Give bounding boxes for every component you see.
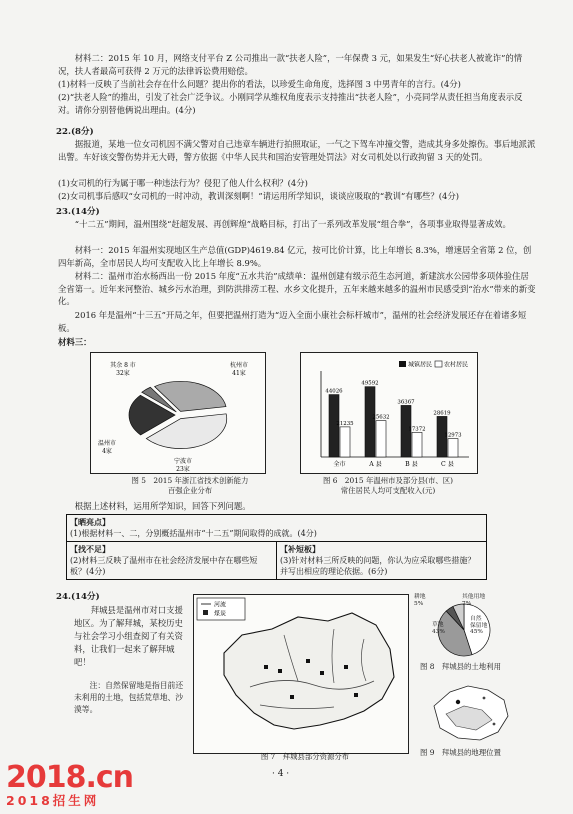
fig6-legend-rural: 农村居民 [444,361,469,369]
q22-paragraph: 据报道，某地一位女司机因不满父警对自己违章车辆进行拍照取证，一气之下驾车冲撞交警，造成其身多处擦伤。事后地派派出警。车好该交警伤势并无大碍，警方依据《中华人民共和国治安管理处罚法》对女司机处以行政拘留 3 天的处罚。 [58,139,536,162]
legend-coal-label: 煤炭 [214,610,227,618]
table-row-highlight [67,515,486,541]
fig6-value-label: 49592 [361,380,379,387]
fig6-value-label: 28619 [433,410,451,417]
fig6-bar [448,439,458,457]
fig6-value-label: 25632 [372,414,390,421]
table-c2: (2)材料三反映了温州市在社会经济发展中存在哪些短板？(4分) [70,556,258,576]
fig8-caption: 图 8 拜城县的土地利用 [420,662,501,671]
q23-number: 23.(14分) [56,207,100,217]
fig6-legend-swatch-urban [399,361,406,367]
fig6-legend-swatch-rural [435,361,442,367]
fig8-label-natural: 自然 保留地 45% [470,616,488,635]
q22-number: 22.(8分) [56,127,94,137]
fig6-value-label: 21235 [336,420,354,427]
fig6-category-label: B 县 [405,461,418,468]
coal-legend-icon [203,610,208,615]
q23-material3-label: 材料三： [58,337,92,347]
table-h1: 【晒亮点】 [70,517,110,527]
q23-question-table [66,514,487,580]
county-boundary [224,613,394,729]
fig5-label-nb-name: 宁波市 [173,458,193,465]
q24-paragraph: 拜城县是温州市对口支援地区。为了解拜城，某校历史与社会学习小组查阅了有关资料，让我们一起来了解拜城吧！ [74,605,183,667]
figure-9-location [424,676,514,748]
fig6-category-label: C 县 [441,461,454,468]
fig8-label-farm: 耕地 5% [414,594,426,607]
coal-mark [264,665,268,669]
city-marker [483,697,486,700]
fig5-caption: 图 5 2015 年浙江省技术创新能力 百强企业分布 [131,476,249,495]
coal-mark [320,671,324,675]
baicheng-location-marker [456,700,460,704]
fig6-caption: 图 6 2015 年温州市及部分县(市、区) 常住居民人均可支配收入(元) [322,476,454,495]
q23-material1: 材料一：2015 年温州实现地区生产总值(GDP)4619.84 亿元，按可比价计算，比上年增长 8.3%，增速居全省第 2 位，创四年新高，全市居民人均可支配收入比上年增长 8.9%。 [58,245,532,268]
figure-7-map [193,594,409,754]
page-number: · 4 · [272,769,290,779]
q23-material2: 材料二：温州市治水杨西出一份 2015 年度“五水共治”成绩单：温州创建有级示范生态河道，新建滨水公园带多项体验住居全省第一。近年来河整治、城乡污水治理，到防洪排涝工程、水乡文化提升，五年来越来越多的温州市民感受到“治水”带来的新变化。 [58,271,536,307]
q23-intro: “十二五”期间，温州围绕“赶超发展、再创辉煌”战略目标，打出了一系列改革发展“组合拳”，各项事业取得显著成效。 [74,219,511,229]
fig6-legend-urban: 城镇居民 [408,361,433,369]
table-h2: 【找不足】 [70,544,110,554]
figure-8-pie [414,594,514,660]
fig6-category-label: 全市 [333,461,346,468]
fig6-bar [376,421,386,457]
q24-number: 24.(14分) [56,592,100,602]
q21-sub2: (2)“扶老人险”的推出，引发了社会广泛争议。小刚同学从维权角度表示支持推出“扶老人险”，小亮同学从责任担当角度表示反对。请你分别替他俩说出理由。(4分) [58,92,523,115]
fig8-label-grass: 草地 43% [432,622,445,635]
fig6-value-label: 12973 [444,432,462,439]
q22-sub1: (1)女司机的行为属于哪一种违法行为？侵犯了他人什么权利？(4分) [58,178,308,188]
site-watermark-logo [6,760,133,809]
fig6-value-label: 44026 [325,388,343,395]
fig8-label-other: 其他用地 7% [462,594,486,607]
fig5-svg [91,353,265,473]
fig6-category-label: A 县 [369,461,382,468]
fig6-bar [365,387,375,457]
city-marker [493,723,496,726]
table-c3: (3)针对材料三所反映的问题，你认为应采取哪些措施？并写出相应的理论依据。(6分) [280,556,476,576]
q23-prompt: 根据上述材料，运用所学知识，回答下列问题。 [74,501,251,511]
fig6-value-label: 36367 [397,399,415,406]
fig5-label-wz [98,439,116,455]
coal-mark [278,669,282,673]
coal-mark [306,659,310,663]
fig5-slice [155,381,226,411]
table-row-fix [276,542,486,579]
fig6-bar [340,427,350,457]
q22-sub2: (2)女司机事后感叹“女司机的一时冲动，教训深刻啊！”请运用所学知识，谈谈应吸取的“教训”有哪些？(4分) [58,191,459,201]
fig5-label-rest-val: 32家 [116,370,130,377]
fig7-svg [194,595,408,753]
q24-note: 注：自然保留地是指目前还未利用的土地，包括荒草地、沙漠等。 [74,681,184,714]
fig5-label-hz-val: 41家 [232,370,246,377]
watermark-sub: 2018招生网 [6,793,100,808]
fig6-svg [301,353,477,473]
fig5-label-nb-val: 23家 [176,466,190,473]
coal-mark [290,695,294,699]
fig9-svg [424,676,514,748]
fig5-label-wz-name: 温州市 [97,440,117,447]
fig5-label-wz-val: 4家 [102,448,112,455]
table-row-shortfall [67,542,276,579]
q23-para3: 2016 年是温州“十三五”开局之年，但要把温州打造为“迈入全面小康社会标杆城市”，温州的社会经济发展还存在着诸多短板。 [58,310,527,333]
fig5-label-hz [230,361,248,377]
fig7-caption: 图 7 拜城县部分资源分布 [260,752,350,761]
q21-material2: 材料二：2015 年 10 月，网络支付平台 Z 公司推出一款“扶老人险”，一年保费 3 元，如果发生“好心扶老人被讹诈”的情况，扶人者最高可获得 2 万元的法律诉讼费用赔偿。 [58,53,523,76]
watermark-main: 2018.cn [6,760,134,795]
coal-mark [344,665,348,669]
fig6-value-label: 17372 [408,426,426,433]
fig5-label-rest [110,361,136,377]
coal-mark [354,693,358,697]
fig9-caption: 图 9 拜城县的地理位置 [420,748,501,757]
legend-river-label: 河流 [214,601,227,609]
fig5-label-rest-name: 其余 8 市 [110,362,136,369]
q21-sub1: (1)材料一反映了当前社会存在什么问题？提出你的看法，以珍爱生命角度，选择图 3 中男青年的言行。(4分) [58,79,461,89]
fig5-label-nb [174,457,192,473]
fig6-bar [412,432,422,457]
fig5-label-hz-name: 杭州市 [229,362,249,369]
table-c1: (1)根据材料一、二，分别概括温州市“十二五”期间取得的成就。(4分) [70,529,317,538]
table-h3: 【补短板】 [280,544,320,554]
figure-5-pie [90,352,266,474]
figure-6-bar [300,352,478,474]
